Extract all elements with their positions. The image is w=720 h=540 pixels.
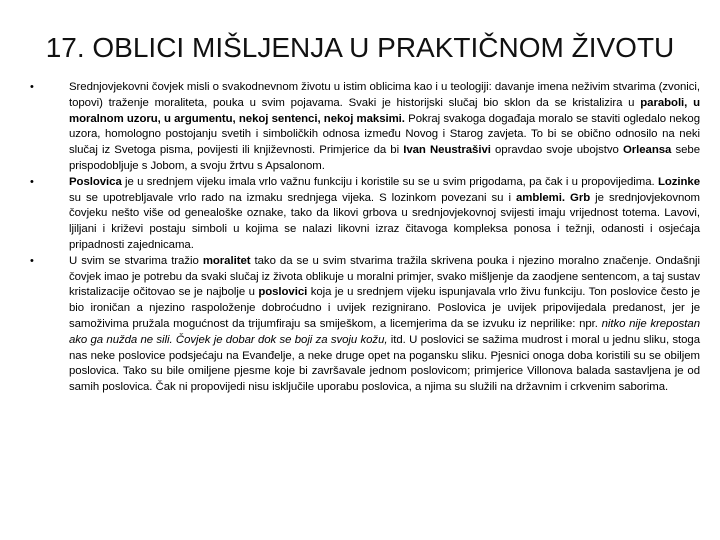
- bullet-dot-icon: •: [30, 175, 34, 188]
- bold-run: poslovici: [258, 286, 308, 299]
- bold-run: Ivan Neustrašivi: [403, 144, 491, 157]
- text-run: koja je u srednjem vijeku ispunjavala vrlo živu funkciju. Ton poslovice često je bio ironičan a njezino raspoloženje dobroćudno i uvijek rezignirano. Poslovica je uvijek pripovijedala predanost, jer je samoživima pružala mogućnost da trijumfiraju sa smiješkom, a licemjerima da se izvuku iz neprilike: npr.: [69, 286, 700, 330]
- bullet-text: [69, 176, 700, 251]
- italic-run: nitko nije krepostan ako ga nužda ne sili. Čovjek je dobar dok se boji za svoju kožu,: [69, 317, 700, 346]
- text-run: tako da se u svim stvarima tražila skrivena pouka i njezino moralno značenje. Ondašnji čovjek imao je potrebu da svaki slučaj iz života oblikuje u moralni primjer, svako mišljenje da zaodjene sentencom, a taj sustav kristalizacije očitovao se je najbolje u: [69, 254, 700, 299]
- text-run: Srednjovjekovni čovjek misli o svakodnevnom životu u istim oblicima kao i u teologiji: davanje imena neživim stvarima (zvonici, topovi) traženje moraliteta, pouka u svim pojavama. Svaki je historijski slučaj bio sklon da se kristalizira u: [69, 81, 700, 109]
- text-run: opravdao svoje ubojstvo: [490, 144, 623, 157]
- bullet-list: [30, 80, 700, 396]
- text-run: je u srednjem vijeku imala vrlo važnu funkciju i koristile su se u svim prigodama, pa čak i u propovijedima.: [121, 175, 658, 188]
- bullet-item-3: [30, 254, 700, 396]
- text-run: U svim se stvarima tražio: [69, 254, 203, 267]
- bold-run: Lozinke: [657, 175, 700, 188]
- bullet-item-1: [30, 80, 700, 175]
- bold-run: amblemi.: [516, 191, 565, 204]
- bold-run: paraboli, u moralnom uzoru, u argumentu, nekoj sentenci, nekoj maksimi.: [69, 96, 700, 125]
- bold-run: Orleansa: [622, 144, 672, 157]
- text-run: je srednjovjekovnom čovjeku nešto više od genealoške oznake, tako da likovi grbova u srednjovjekovnoj svijesti imaju vrijednost totema. Lavovi, ljiljani i križevi postaju simboli u kojima se nalazi likovni izraz čitavoga kompleksa ponosa i težnji, odanosti i osjećaja pripadnosti zajednicama.: [69, 191, 700, 251]
- bullet-text: [69, 81, 700, 172]
- text-run: sebe prispodobljuje s Jobom, a svoju žrtvu s Apsalonom.: [69, 144, 700, 172]
- bullet-item-2: [30, 175, 700, 254]
- text-run: Pokraj svakoga događaja moralo se staviti ogledalo nekog uzora, homologno postojanju svetih i simboličkih odnosa između Novog i Starog zavjeta. To bi se obično odnosilo na neki slučaj iz Svetoga pisma, povijesti ili književnosti. Primjerice da bi: [69, 112, 701, 157]
- bold-run: Grb: [570, 191, 591, 204]
- text-run: su se upotrebljavale vrlo rado na izmaku srednjega vijeka. S lozinkom povezani su i: [69, 191, 516, 204]
- bold-run: moralitet: [202, 254, 251, 267]
- bullet-text: [69, 255, 700, 393]
- bullet-dot-icon: •: [30, 81, 34, 93]
- slide-title: 17. OBLICI MIŠLJENJA U PRAKTIČNOM ŽIVOTU: [45, 32, 675, 63]
- bold-run: Poslovica: [69, 175, 122, 188]
- bullet-dot-icon: •: [30, 254, 34, 267]
- text-run: itd. U poslovici se sažima mudrost i moral u jednu sliku, stoga nas neke poslovice podsjećaju na Evanđelje, a neke druge opet na pogansku sliku. Pjesnici onoga doba koristili su se obiljem poslovica. Tako su bile omiljene pjesme koje bi završavale jednom poslovicom; primjerice Villonova balada sastavljena je od samih poslovica. Čak ni propovijedi nisu isključile uporabu poslovica, a njima su služili na državnim i crkvenim saborima.: [69, 333, 700, 394]
